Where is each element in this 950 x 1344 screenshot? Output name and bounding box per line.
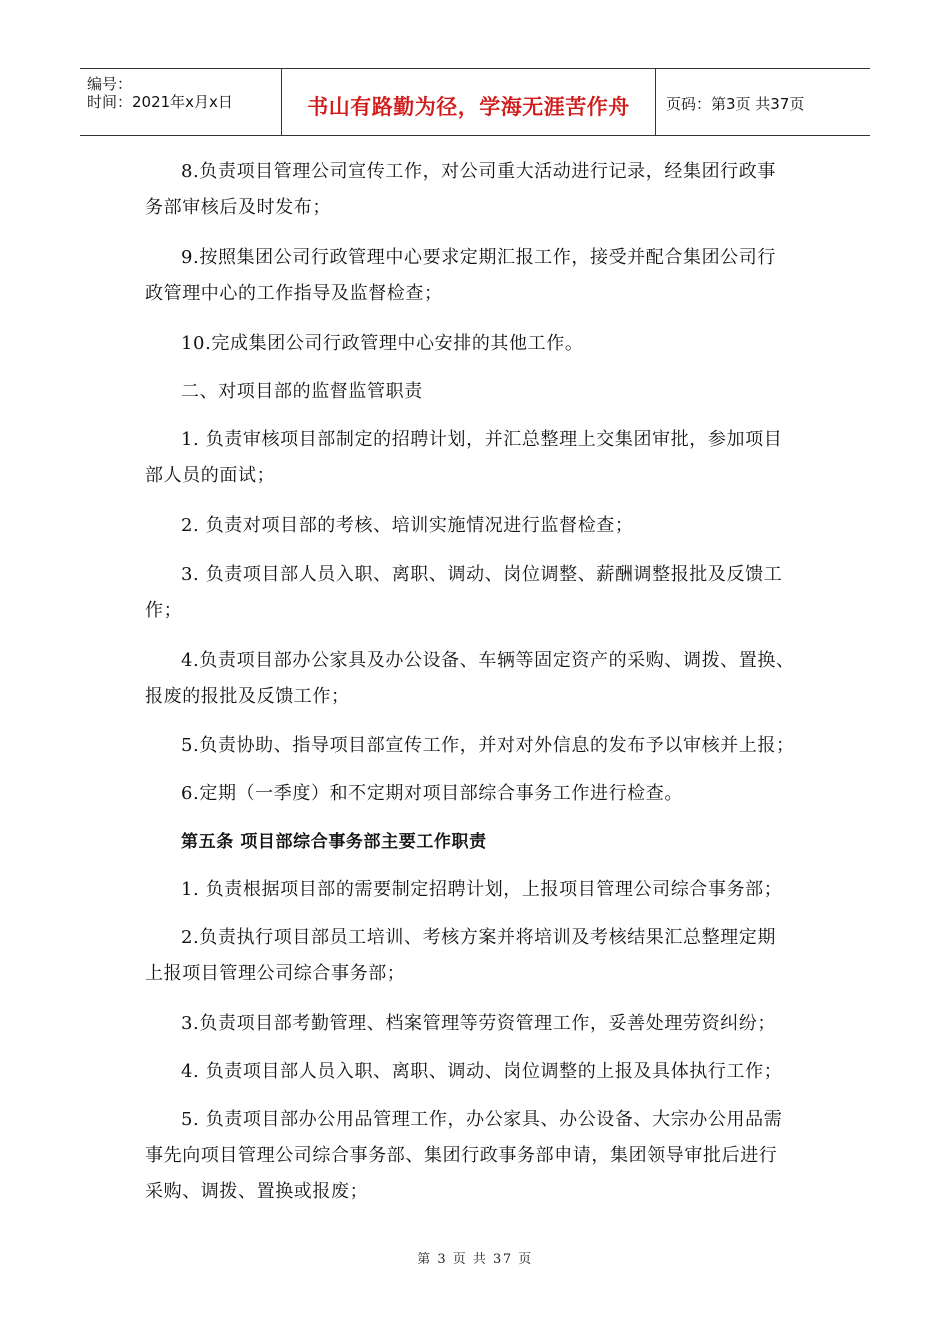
paragraph-10: 10.完成集团公司行政管理中心安排的其他工作。 xyxy=(181,333,584,354)
oversight-item-3: 3. 负责项目部人员入职、离职、调动、岗位调整、薪酬调整报批及反馈工 作； xyxy=(145,564,783,621)
oversight-item-4: 4.负责项目部办公家具及办公设备、车辆等固定资产的采购、调拨、置换、 报废的报批及反馈工作； xyxy=(145,650,795,707)
paragraph-8: 8.负责项目管理公司宣传工作，对公司重大活动进行记录，经集团行政事 务部审核后及时发布； xyxy=(145,161,776,218)
header-motto: 书山有路勤为径，学海无涯苦作舟 xyxy=(307,95,630,119)
article-5-heading: 第五条 项目部综合事务部主要工作职责 xyxy=(181,832,487,852)
duty-item-4: 4. 负责项目部人员入职、离职、调动、岗位调整的上报及具体执行工作； xyxy=(181,1061,783,1082)
header-motto-cell xyxy=(282,69,656,135)
duty-item-5: 5. 负责项目部办公用品管理工作，办公家具、办公设备、大宗办公用品需 事先向项目管理公司综合事务部、集团行政事务部申请，集团领导审批后进行 采购、调拨、置换或报废； xyxy=(145,1109,783,1202)
duty-item-1: 1. 负责根据项目部的需要制定招聘计划，上报项目管理公司综合事务部； xyxy=(181,879,783,900)
page-footer: 第 3 页 共 37 页 xyxy=(417,1252,533,1267)
paragraph-9: 9.按照集团公司行政管理中心要求定期汇报工作，接受并配合集团公司行 政管理中心的工作指导及监督检查； xyxy=(145,247,776,304)
oversight-item-5: 5.负责协助、指导项目部宣传工作，并对对外信息的发布予以审核并上报； xyxy=(181,735,795,756)
oversight-item-1: 1. 负责审核项目部制定的招聘计划，并汇总整理上交集团审批，参加项目 部人员的面试； xyxy=(145,429,783,486)
header-page-cell xyxy=(656,69,870,135)
header-page-info: 页码：第3页 共37页 xyxy=(666,95,805,113)
section-heading-2: 二、对项目部的监督监管职责 xyxy=(181,381,423,402)
document-code-label: 编号： xyxy=(87,75,133,93)
duty-item-2: 2.负责执行项目部员工培训、考核方案并将培训及考核结果汇总整理定期 上报项目管理公司综合事务部； xyxy=(145,927,776,984)
document-header xyxy=(80,68,870,136)
header-meta-cell xyxy=(80,69,282,135)
oversight-item-2: 2. 负责对项目部的考核、培训实施情况进行监督检查； xyxy=(181,515,634,536)
document-date: 时间：2021年x月x日 xyxy=(87,93,233,111)
oversight-item-6: 6.定期（一季度）和不定期对项目部综合事务工作进行检查。 xyxy=(181,783,683,804)
duty-item-3: 3.负责项目部考勤管理、档案管理等劳资管理工作，妥善处理劳资纠纷； xyxy=(181,1013,776,1034)
